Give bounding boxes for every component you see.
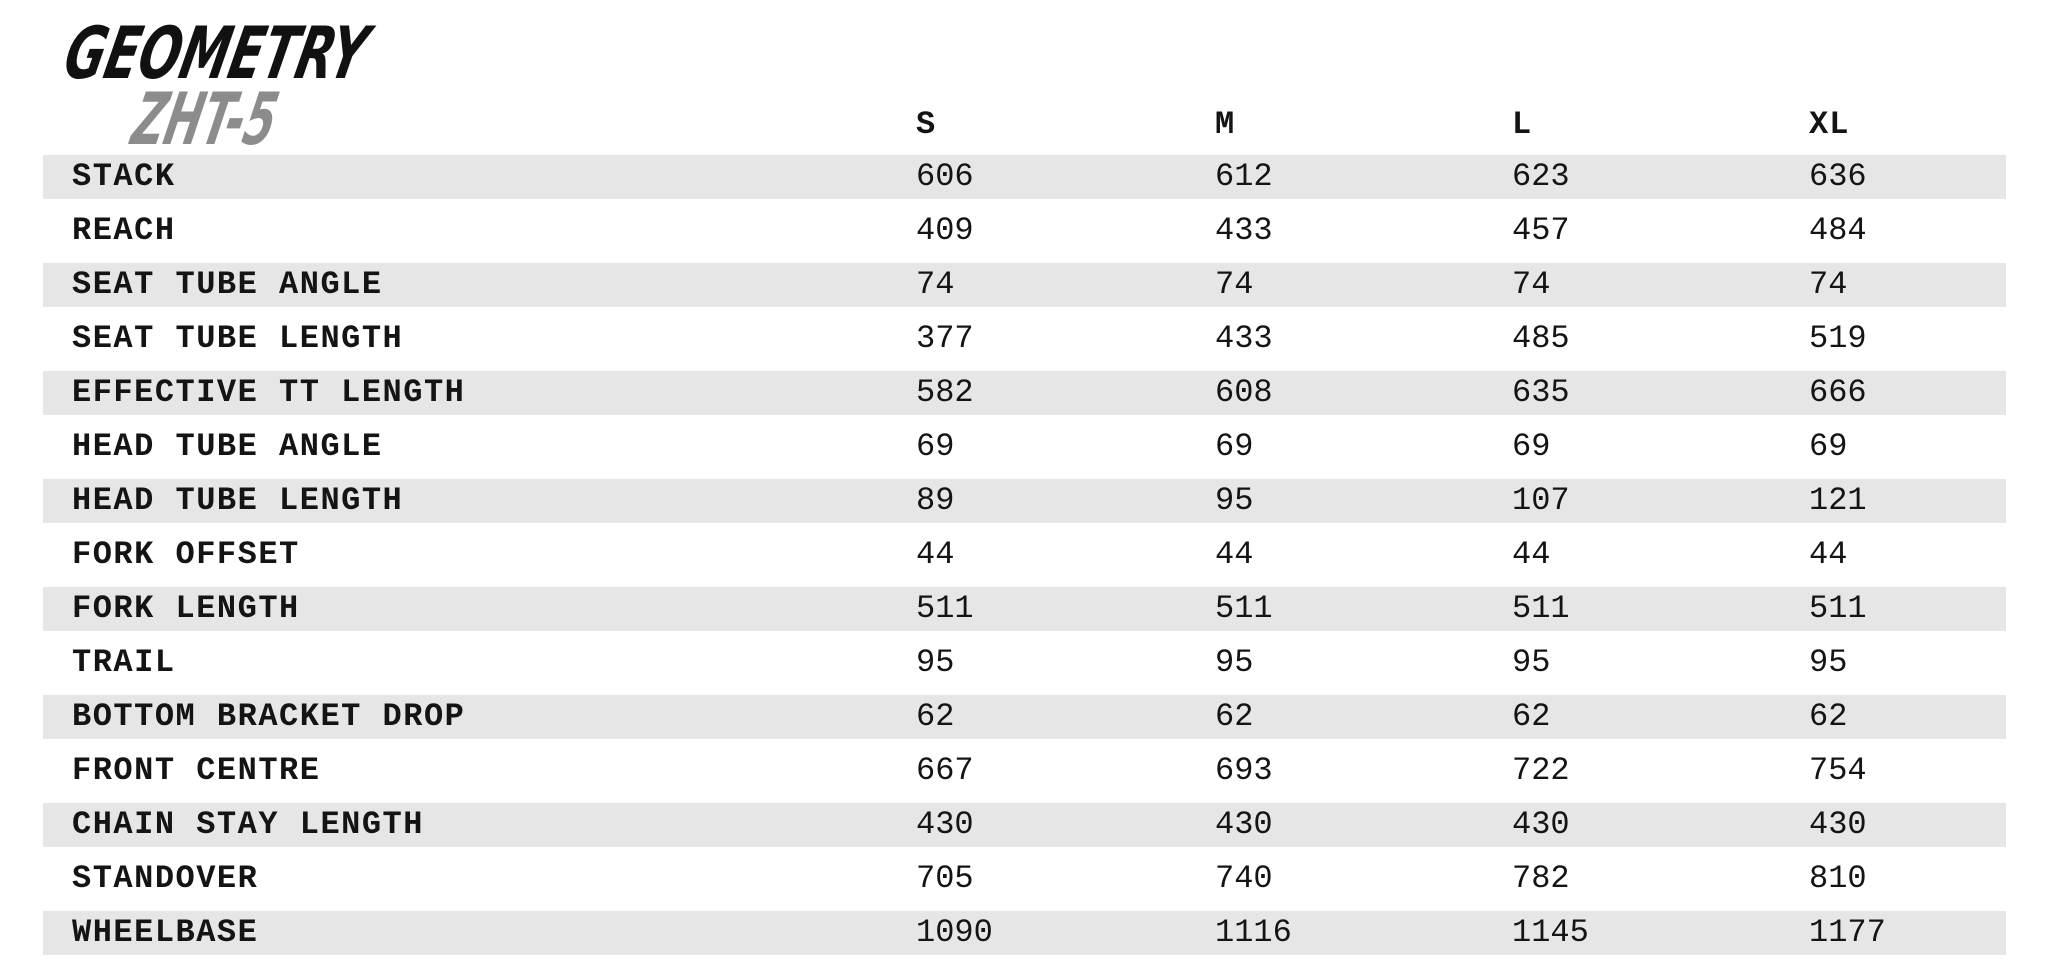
row-label: STACK [72,158,176,195]
table-row [43,641,2006,695]
size-header-l: L [1512,106,1533,143]
value-cell-l: 62 [1512,698,1551,735]
value-cell-m: 74 [1215,266,1254,303]
value-cell-s: 705 [916,860,974,897]
table-row [43,263,2006,317]
brand-model: ZHT-5 [125,77,375,162]
value-cell-m: 433 [1215,320,1273,357]
value-cell-l: 485 [1512,320,1570,357]
row-label: SEAT TUBE ANGLE [72,266,383,303]
value-cell-m: 612 [1215,158,1273,195]
row-label: FRONT CENTRE [72,752,321,789]
value-cell-s: 89 [916,482,955,519]
row-label: EFFECTIVE TT LENGTH [72,374,466,411]
value-cell-xl: 754 [1809,752,1867,789]
row-label: FORK LENGTH [72,590,300,627]
row-label: SEAT TUBE LENGTH [72,320,404,357]
value-cell-l: 457 [1512,212,1570,249]
value-cell-m: 95 [1215,644,1254,681]
value-cell-m: 44 [1215,536,1254,573]
value-cell-l: 722 [1512,752,1570,789]
value-cell-m: 430 [1215,806,1273,843]
value-cell-xl: 121 [1809,482,1867,519]
value-cell-m: 69 [1215,428,1254,465]
value-cell-xl: 95 [1809,644,1848,681]
geometry-table [43,155,2006,965]
row-label: HEAD TUBE ANGLE [72,428,383,465]
value-cell-s: 606 [916,158,974,195]
size-header-row [0,106,2048,146]
value-cell-m: 693 [1215,752,1273,789]
table-row [43,425,2006,479]
value-cell-xl: 519 [1809,320,1867,357]
row-label: STANDOVER [72,860,259,897]
value-cell-m: 433 [1215,212,1273,249]
value-cell-xl: 666 [1809,374,1867,411]
value-cell-l: 1145 [1512,914,1589,951]
value-cell-xl: 484 [1809,212,1867,249]
table-row [43,371,2006,425]
value-cell-l: 74 [1512,266,1551,303]
row-label: BOTTOM BRACKET DROP [72,698,466,735]
row-label: REACH [72,212,176,249]
value-cell-s: 1090 [916,914,993,951]
value-cell-l: 107 [1512,482,1570,519]
value-cell-l: 430 [1512,806,1570,843]
value-cell-s: 95 [916,644,955,681]
size-header-xl: XL [1809,106,1850,143]
table-row [43,479,2006,533]
row-band [43,587,2006,631]
value-cell-l: 44 [1512,536,1551,573]
value-cell-s: 409 [916,212,974,249]
value-cell-s: 430 [916,806,974,843]
brand-title: GEOMETRY [57,11,516,96]
value-cell-l: 69 [1512,428,1551,465]
value-cell-m: 511 [1215,590,1273,627]
value-cell-s: 511 [916,590,974,627]
value-cell-xl: 810 [1809,860,1867,897]
value-cell-xl: 511 [1809,590,1867,627]
value-cell-l: 635 [1512,374,1570,411]
row-label: CHAIN STAY LENGTH [72,806,424,843]
value-cell-xl: 430 [1809,806,1867,843]
value-cell-xl: 44 [1809,536,1848,573]
value-cell-l: 782 [1512,860,1570,897]
table-row [43,209,2006,263]
value-cell-l: 95 [1512,644,1551,681]
row-band [43,155,2006,199]
row-band [43,911,2006,955]
value-cell-m: 62 [1215,698,1254,735]
table-row [43,857,2006,911]
value-cell-m: 740 [1215,860,1273,897]
table-row [43,695,2006,749]
value-cell-xl: 69 [1809,428,1848,465]
row-label: FORK OFFSET [72,536,300,573]
value-cell-s: 74 [916,266,955,303]
value-cell-l: 623 [1512,158,1570,195]
table-row [43,155,2006,209]
value-cell-m: 608 [1215,374,1273,411]
table-row [43,803,2006,857]
row-label: TRAIL [72,644,176,681]
value-cell-m: 95 [1215,482,1254,519]
value-cell-xl: 74 [1809,266,1848,303]
value-cell-xl: 1177 [1809,914,1886,951]
size-header-s: S [916,106,937,143]
value-cell-s: 582 [916,374,974,411]
table-row [43,317,2006,371]
value-cell-xl: 62 [1809,698,1848,735]
value-cell-s: 44 [916,536,955,573]
row-label: WHEELBASE [72,914,259,951]
table-row [43,587,2006,641]
table-row [43,911,2006,965]
value-cell-s: 377 [916,320,974,357]
table-row [43,749,2006,803]
size-header-m: M [1215,106,1236,143]
value-cell-xl: 636 [1809,158,1867,195]
value-cell-s: 667 [916,752,974,789]
row-label: HEAD TUBE LENGTH [72,482,404,519]
value-cell-m: 1116 [1215,914,1292,951]
value-cell-s: 62 [916,698,955,735]
table-row [43,533,2006,587]
value-cell-l: 511 [1512,590,1570,627]
value-cell-s: 69 [916,428,955,465]
